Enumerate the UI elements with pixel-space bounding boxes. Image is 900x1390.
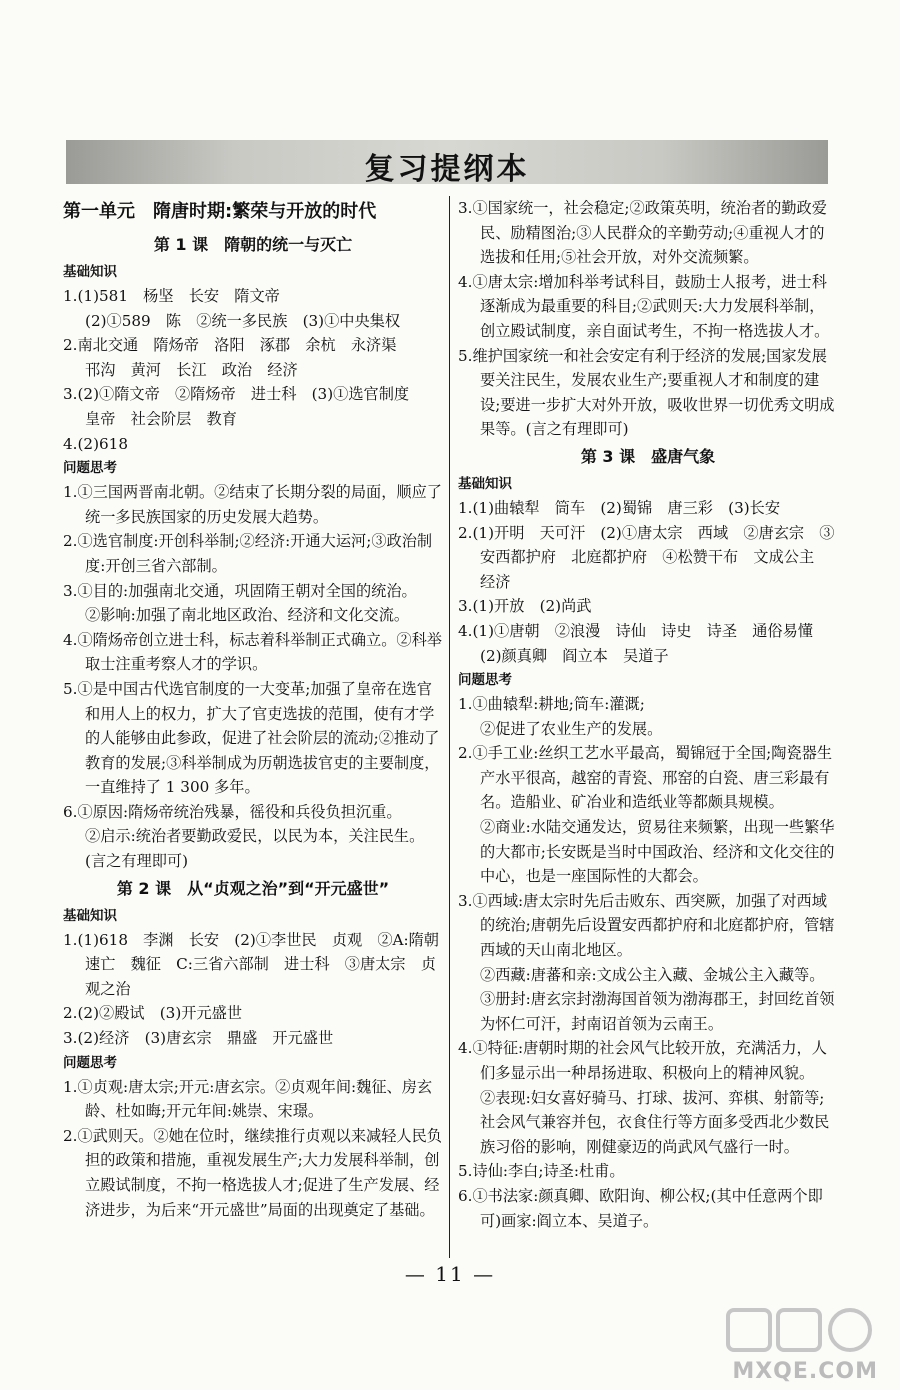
list-item-continuation: (2)颜真卿 阎立本 吴道子	[480, 646, 669, 665]
column-divider	[449, 196, 450, 1258]
lesson-2-think-heading: 问题思考	[63, 1054, 117, 1071]
list-item: 2.(1)开明 天可汗 (2)①唐太宗 西域 ②唐玄宗 ③安西都护府 北庭都护府 ④松赞干布 文成公主 经济	[458, 523, 835, 591]
list-item: 2.南北交通 隋炀帝 洛阳 涿郡 余杭 永济渠	[63, 336, 397, 355]
list-item: 3.①目的:加强南北交通，巩固隋王朝对全国的统治。	[63, 581, 417, 600]
lesson-2-basic-list	[63, 928, 443, 1051]
list-item: 1.①贞观:唐太宗;开元:唐玄宗。②贞观年间:魏征、房玄龄、杜如晦;开元年间:姚崇、宋璟。	[63, 1077, 433, 1121]
lesson-1-think-list	[63, 480, 443, 874]
list-item: 1.①曲辕犁:耕地;筒车:灌溉;	[458, 695, 645, 714]
list-item: 3.(2)①隋文帝 ②隋炀帝 进士科 (3)①选官制度	[63, 385, 410, 404]
list-item: 3.①西域:唐太宗时先后击败东、西突厥，加强了对西域的统治;唐朝先后设置安西都护府和北庭都护府，管辖西域的天山南北地区。	[458, 891, 835, 960]
lesson-1-basic-heading: 基础知识	[63, 264, 117, 280]
lesson-3-think-list	[458, 692, 838, 1233]
list-item: 1.①三国两晋南北朝。②结束了长期分裂的局面，顺应了统一多民族国家的历史发展大趋势。	[63, 483, 442, 526]
list-item: 6.①原因:隋炀帝统治残暴，徭役和兵役负担沉重。	[63, 802, 402, 821]
list-item-continuation: ③册封:唐玄宗封渤海国首领为渤海郡王，封回纥首领为怀仁可汗，封南诏首领为云南王。	[480, 990, 835, 1033]
lesson-2-think-list	[63, 1075, 443, 1223]
lesson-1-basic-list	[63, 284, 443, 456]
lesson-3-think-heading: 问题思考	[458, 672, 512, 689]
title-banner	[66, 140, 828, 187]
list-item: 4.①隋炀帝创立进士科，标志着科举制正式确立。②科举取士注重考察人才的学识。	[63, 630, 442, 674]
lesson-3-basic-heading: 基础知识	[458, 475, 512, 492]
lesson-1-think-heading: 问题思考	[63, 460, 117, 477]
page-title: 复习提纲本	[364, 152, 530, 187]
watermark-text: MXQE.COM	[732, 1359, 878, 1384]
lesson-1-title: 第 1 课 隋朝的统一与灭亡	[153, 235, 353, 254]
list-item: 4.(2)618	[63, 434, 128, 453]
left-column	[63, 196, 443, 1222]
list-item-continuation: ②商业:水陆交通发达，贸易往来频繁，出现一些繁华的大都市;长安既是当时中国政治、经济和文化交往的中心，也是一座国际性的大都会。	[480, 818, 835, 886]
page-number: — 11 —	[404, 1262, 496, 1286]
list-item: 2.①选官制度:开创科举制;②经济:开通大运河;③政治制度:开创三省六部制。	[63, 532, 433, 575]
lesson-2-think-continued-list	[458, 196, 838, 442]
list-item: 1.(1)曲辕犁 筒车 (2)蜀锦 唐三彩 (3)长安	[458, 498, 781, 517]
list-item: 2.①手工业:丝织工艺水平最高，蜀锦冠于全国;陶瓷器生产水平很高，越窑的青瓷、邢窑的白瓷、唐三彩最有名。造船业、矿冶业和造纸业等都颇具规模。	[458, 744, 833, 812]
list-item-continuation: ②影响:加强了南北地区政治、经济和文化交流。	[85, 606, 410, 625]
list-item: 2.(2)②殿试 (3)开元盛世	[63, 1004, 243, 1023]
list-item-continuation: (2)①589 陈 ②统一多民族 (3)①中央集权	[85, 311, 401, 330]
list-item: 1.(1)581 杨坚 长安 隋文帝	[63, 287, 280, 305]
list-item: 4.①唐太宗:增加科举考试科目，鼓励士人报考，进士科逐渐成为最重要的科目;②武则天:大力发展科举制，创立殿试制度，亲自面试考生，不拘一格选拔人才。	[458, 272, 830, 340]
list-item: 4.(1)①唐朝 ②浪漫 诗仙 诗史 诗圣 通俗易懂	[458, 621, 813, 640]
lesson-3-title: 第 3 课 盛唐气象	[580, 446, 716, 466]
list-item-continuation: ②西藏:唐蕃和亲:文成公主入藏、金城公主入藏等。	[480, 965, 825, 984]
list-item: 5.维护国家统一和社会安定有利于经济的发展;国家发展要关注民生，发展农业生产;要重视人才和制度的建设;要进一步扩大对外开放，吸收世界一切优秀文明成果等。(言之有理即可)	[458, 346, 835, 439]
unit-title: 第一单元 隋唐时期:繁荣与开放的时代	[63, 201, 377, 222]
list-item: 3.(1)开放 (2)尚武	[458, 597, 592, 616]
list-item: 5.诗仙:李白;诗圣:杜甫。	[458, 1162, 625, 1181]
list-item: 2.①武则天。②她在位时，继续推行贞观以来减轻人民负担的政策和措施，重视发展生产;大力发展科举制，创立殿试制度，不拘一格选拔人才;促进了生产发展、经济进步，为后来“开元盛世”局面的出现奠定了基础。	[63, 1126, 442, 1219]
list-item: 4.①特征:唐朝时期的社会风气比较开放，充满活力，人们多显示出一种昂扬进取、积极向上的精神风貌。	[458, 1039, 827, 1082]
lesson-2-title: 第 2 课 从“贞观之治”到“开元盛世”	[116, 878, 390, 898]
right-column	[458, 196, 838, 1233]
list-item: 3.(2)经济 (3)唐玄宗 鼎盛 开元盛世	[63, 1029, 334, 1048]
list-item-continuation: 邗沟 黄河 长江 政治 经济	[85, 360, 298, 379]
list-item: 5.①是中国古代选官制度的一大变革;加强了皇帝在选官和用人上的权力，扩大了官吏选拔的范围，使有才学的人能够由此参政，促进了社会阶层的流动;②推动了教育的发展;③科举制成为历朝选拔官吏的主要制度，一直维持了 1 300 多年。	[63, 679, 440, 797]
list-item: 3.①国家统一，社会稳定;②政策英明，统治者的勤政爱民、励精图治;③人民群众的辛勤劳动;④重视人才的选拔和任用;⑤社会开放，对外交流频繁。	[458, 199, 827, 267]
list-item-continuation: ②促进了农业生产的发展。	[480, 719, 663, 738]
list-item: 1.(1)618 李渊 长安 (2)①李世民 贞观 ②A:隋朝速亡 魏征 C:三省六部制 进士科 ③唐太宗 贞观之治	[63, 930, 439, 998]
list-item-continuation: ②启示:统治者要勤政爱民，以民为本，关注民生。(言之有理即可)	[85, 827, 425, 871]
list-item: 6.①书法家:颜真卿、欧阳询、柳公权;(其中任意两个即可)画家:阎立本、吴道子。	[458, 1186, 823, 1230]
lesson-2-basic-heading: 基础知识	[63, 907, 117, 924]
list-item-continuation: ②表现:妇女喜好骑马、打球、拔河、弈棋、射箭等;社会风气兼容并包，衣食住行等方面多受西北少数民族习俗的影响，刚健豪迈的尚武风气盛行一时。	[480, 1088, 830, 1156]
lesson-3-basic-list	[458, 496, 838, 668]
list-item-continuation: 皇帝 社会阶层 教育	[85, 409, 237, 428]
